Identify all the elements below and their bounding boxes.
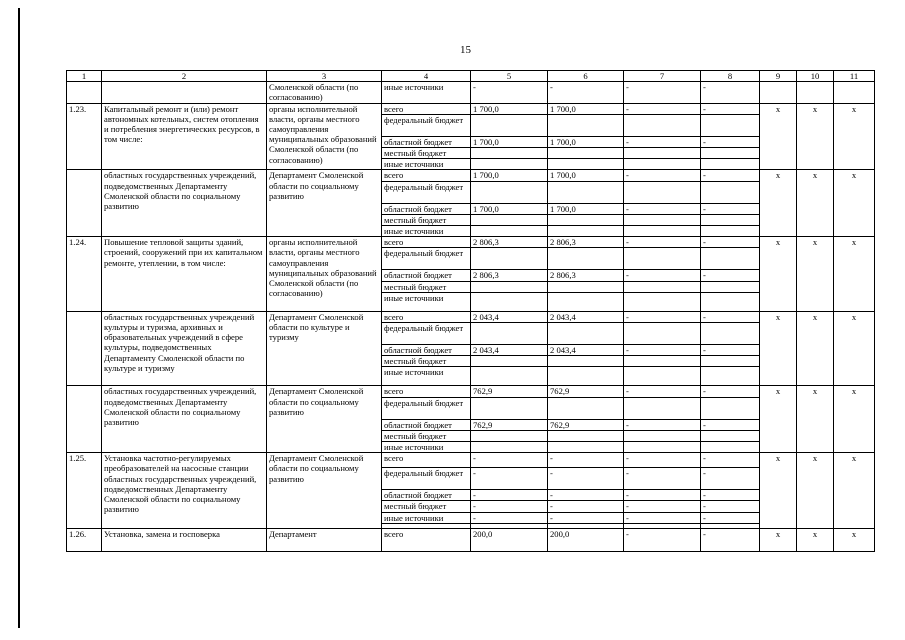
value-cell: - (624, 311, 701, 322)
value-cell: - (624, 501, 701, 512)
value-cell: - (548, 512, 624, 523)
mark-cell: x (760, 453, 797, 529)
mark-cell: x (834, 528, 875, 551)
value-cell: 762,9 (548, 419, 624, 430)
value-cell: 2 806,3 (548, 237, 624, 248)
source-cell: федеральный бюджет (382, 181, 471, 203)
executor-cell: Департамент Смоленской области по социальному развитию (267, 170, 382, 237)
value-cell: - (701, 103, 760, 114)
mark-cell: x (834, 237, 875, 312)
value-cell: - (624, 136, 701, 147)
value-cell: - (624, 203, 701, 214)
header-cell: 3 (267, 71, 382, 82)
value-cell: - (548, 490, 624, 501)
header-cell: 1 (67, 71, 102, 82)
value-cell: 2 043,4 (548, 345, 624, 356)
source-cell: областной бюджет (382, 270, 471, 281)
mark-cell: x (760, 311, 797, 386)
value-cell: - (471, 468, 548, 490)
mark-cell: x (760, 170, 797, 237)
value-cell: - (624, 237, 701, 248)
source-cell: всего (382, 237, 471, 248)
mark-cell: x (797, 528, 834, 551)
value-cell: 1 700,0 (548, 203, 624, 214)
mark-cell: x (797, 386, 834, 453)
value-cell: - (624, 490, 701, 501)
item-name: областных государственных учреждений культуры и туризма, архивных и образовательных учреждений в сфере культуры, подведомственных Департаменту Смоленской области по культуре и туризму (102, 311, 267, 386)
value-cell: - (624, 528, 701, 551)
source-cell: федеральный бюджет (382, 248, 471, 270)
source-cell: местный бюджет (382, 281, 471, 292)
value-cell: - (701, 501, 760, 512)
mark-cell: x (834, 453, 875, 529)
mark-cell: x (760, 528, 797, 551)
value-cell: - (701, 82, 760, 103)
source-cell: федеральный бюджет (382, 323, 471, 345)
page-left-border (18, 8, 20, 628)
value-cell: - (624, 468, 701, 490)
value-cell: - (701, 468, 760, 490)
value-cell: - (471, 490, 548, 501)
value-cell: - (624, 170, 701, 181)
mark-cell: x (797, 311, 834, 386)
source-cell: федеральный бюджет (382, 114, 471, 136)
executor-cell: органы исполнительной власти, органы местного самоуправления муниципальных образований Смоленской области (по согласованию) (267, 103, 382, 170)
mark-cell: x (834, 170, 875, 237)
item-number: 1.24. (67, 237, 102, 312)
table-row (67, 453, 875, 468)
value-cell: - (701, 270, 760, 281)
header-cell: 11 (834, 71, 875, 82)
value-cell: - (701, 386, 760, 397)
mark-cell: x (834, 311, 875, 386)
value-cell: - (701, 490, 760, 501)
value-cell: - (624, 82, 701, 103)
source-cell: местный бюджет (382, 501, 471, 512)
item-number: 1.25. (67, 453, 102, 529)
table-header-row (67, 71, 875, 82)
executor-cell: Смоленской области (по согласованию) (267, 82, 382, 103)
source-cell: местный бюджет (382, 214, 471, 225)
table-row (67, 170, 875, 181)
value-cell: 2 043,4 (471, 311, 548, 322)
value-cell: - (471, 501, 548, 512)
value-cell: 1 700,0 (471, 203, 548, 214)
mark-cell: x (797, 453, 834, 529)
source-cell: всего (382, 386, 471, 397)
header-cell: 7 (624, 71, 701, 82)
value-cell: 2 806,3 (471, 270, 548, 281)
table-row (67, 311, 875, 322)
source-cell: всего (382, 103, 471, 114)
budget-table (66, 70, 875, 552)
value-cell: - (701, 419, 760, 430)
value-cell: - (624, 386, 701, 397)
mark-cell: x (797, 103, 834, 170)
item-name: Установка, замена и госповерка (102, 528, 267, 551)
value-cell: 1 700,0 (471, 136, 548, 147)
value-cell: - (548, 468, 624, 490)
mark-cell: x (834, 386, 875, 453)
source-cell: иные источники (382, 226, 471, 237)
value-cell: - (624, 512, 701, 523)
value-cell: 762,9 (471, 386, 548, 397)
header-cell: 4 (382, 71, 471, 82)
value-cell: 2 043,4 (471, 345, 548, 356)
source-cell: областной бюджет (382, 345, 471, 356)
value-cell: 762,9 (548, 386, 624, 397)
source-cell: иные источники (382, 292, 471, 311)
value-cell: - (471, 512, 548, 523)
value-cell: 1 700,0 (548, 170, 624, 181)
source-cell: иные источники (382, 512, 471, 523)
table-row (67, 82, 875, 103)
value-cell: - (701, 170, 760, 181)
source-cell: федеральный бюджет (382, 397, 471, 419)
value-cell: - (548, 82, 624, 103)
executor-cell: Департамент Смоленской области по культуре и туризму (267, 311, 382, 386)
source-cell: иные источники (382, 82, 471, 103)
value-cell: 762,9 (471, 419, 548, 430)
value-cell: 1 700,0 (471, 103, 548, 114)
header-cell: 2 (102, 71, 267, 82)
header-cell: 5 (471, 71, 548, 82)
source-cell: областной бюджет (382, 490, 471, 501)
value-cell: - (471, 82, 548, 103)
value-cell: - (701, 453, 760, 468)
value-cell: - (701, 136, 760, 147)
table-row (67, 386, 875, 397)
value-cell: - (701, 311, 760, 322)
header-cell: 9 (760, 71, 797, 82)
value-cell: 2 043,4 (548, 311, 624, 322)
item-name: областных государственных учреждений, подведомственных Департаменту Смоленской области по социальному развитию (102, 170, 267, 237)
value-cell: - (624, 345, 701, 356)
source-cell: местный бюджет (382, 356, 471, 367)
value-cell: 1 700,0 (471, 170, 548, 181)
source-cell: местный бюджет (382, 430, 471, 441)
value-cell: 1 700,0 (548, 136, 624, 147)
executor-cell: Департамент (267, 528, 382, 551)
value-cell: - (624, 419, 701, 430)
source-cell: всего (382, 170, 471, 181)
item-name: областных государственных учреждений, подведомственных Департаменту Смоленской области по социальному развитию (102, 386, 267, 453)
mark-cell: x (760, 386, 797, 453)
source-cell: иные источники (382, 159, 471, 170)
mark-cell: x (760, 103, 797, 170)
mark-cell: x (797, 237, 834, 312)
value-cell: - (701, 512, 760, 523)
value-cell: 2 806,3 (548, 270, 624, 281)
item-number: 1.23. (67, 103, 102, 170)
value-cell: 200,0 (471, 528, 548, 551)
mark-cell: x (797, 170, 834, 237)
value-cell: - (548, 453, 624, 468)
header-cell: 6 (548, 71, 624, 82)
table-row (67, 237, 875, 248)
executor-cell: органы исполнительной власти, органы местного самоуправления муниципальных образований Смоленской области (по согласованию) (267, 237, 382, 312)
value-cell: 200,0 (548, 528, 624, 551)
mark-cell: x (760, 237, 797, 312)
source-cell: всего (382, 528, 471, 551)
source-cell: всего (382, 453, 471, 468)
value-cell: - (624, 453, 701, 468)
table-row (67, 103, 875, 114)
source-cell: иные источники (382, 367, 471, 386)
item-name: Капитальный ремонт и (или) ремонт автономных котельных, систем отопления и потребления энергетических ресурсов, в том числе: (102, 103, 267, 170)
mark-cell: x (834, 103, 875, 170)
source-cell: всего (382, 311, 471, 322)
header-cell: 10 (797, 71, 834, 82)
source-cell: федеральный бюджет (382, 468, 471, 490)
header-cell: 8 (701, 71, 760, 82)
executor-cell: Департамент Смоленской области по социальному развитию (267, 453, 382, 529)
value-cell: - (624, 103, 701, 114)
value-cell: - (701, 203, 760, 214)
executor-cell: Департамент Смоленской области по социальному развитию (267, 386, 382, 453)
item-name: Установка частотно-регулируемых преобразователей на насосные станции областных государственных учреждений, подведомственных Департаменту Смоленской области по социальному развитию (102, 453, 267, 529)
value-cell: - (701, 345, 760, 356)
source-cell: областной бюджет (382, 419, 471, 430)
source-cell: областной бюджет (382, 203, 471, 214)
source-cell: областной бюджет (382, 136, 471, 147)
table-row (67, 528, 875, 551)
source-cell: местный бюджет (382, 148, 471, 159)
value-cell: - (548, 501, 624, 512)
item-number: 1.26. (67, 528, 102, 551)
value-cell: - (471, 453, 548, 468)
value-cell: - (701, 528, 760, 551)
value-cell: - (701, 237, 760, 248)
value-cell: 2 806,3 (471, 237, 548, 248)
source-cell: иные источники (382, 442, 471, 453)
item-name: Повышение тепловой защиты зданий, строений, сооружений при их капитальном ремонте, утеплении, в том числе: (102, 237, 267, 312)
value-cell: - (624, 270, 701, 281)
page-number: 15 (460, 44, 471, 56)
value-cell: 1 700,0 (548, 103, 624, 114)
